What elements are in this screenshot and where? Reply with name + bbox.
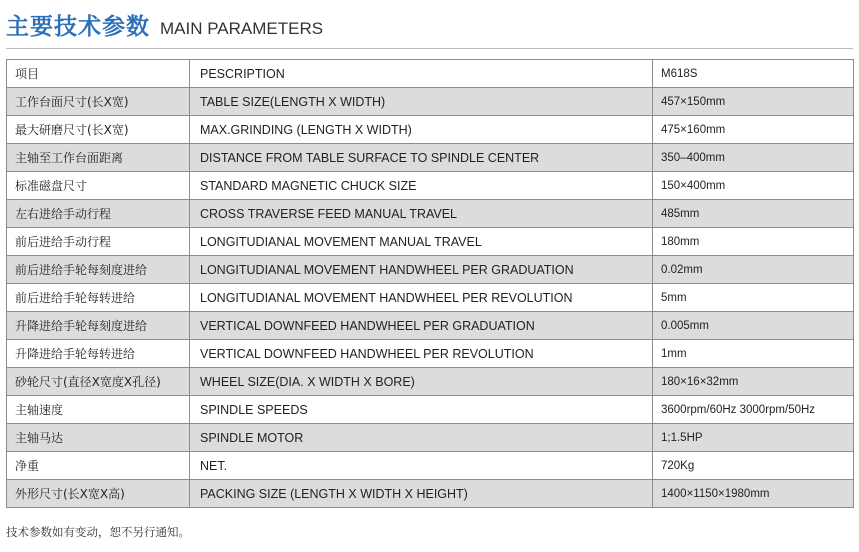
param-value: 457×150mm [653, 88, 854, 116]
param-description-en: SPINDLE SPEEDS [190, 396, 653, 424]
table-row [7, 116, 854, 144]
param-description-en: WHEEL SIZE(DIA. X WIDTH X BORE) [190, 368, 653, 396]
param-value: 180mm [653, 228, 854, 256]
page-heading [6, 8, 323, 41]
table-row [7, 200, 854, 228]
param-description-en: LONGITUDIANAL MOVEMENT HANDWHEEL PER REVOLUTION [190, 284, 653, 312]
param-name-zh: 标准磁盘尺寸 [7, 172, 190, 200]
header-item: 项目 [7, 60, 190, 88]
table-row [7, 284, 854, 312]
param-value: 350–400mm [653, 144, 854, 172]
param-name-zh: 升降进给手轮每刻度进给 [7, 312, 190, 340]
param-value: 1mm [653, 340, 854, 368]
table-row [7, 228, 854, 256]
param-value: 475×160mm [653, 116, 854, 144]
param-description-en: TABLE SIZE(LENGTH X WIDTH) [190, 88, 653, 116]
param-name-zh: 主轴马达 [7, 424, 190, 452]
table-row [7, 396, 854, 424]
param-value: 5mm [653, 284, 854, 312]
param-description-en: STANDARD MAGNETIC CHUCK SIZE [190, 172, 653, 200]
param-description-en: MAX.GRINDING (LENGTH X WIDTH) [190, 116, 653, 144]
param-value: 0.005mm [653, 312, 854, 340]
table-row [7, 340, 854, 368]
param-value: 3600rpm/60Hz 3000rpm/50Hz [653, 396, 854, 424]
table-row [7, 424, 854, 452]
param-description-en: PACKING SIZE (LENGTH X WIDTH X HEIGHT) [190, 480, 653, 508]
param-value: 180×16×32mm [653, 368, 854, 396]
param-value: 150×400mm [653, 172, 854, 200]
param-name-zh: 砂轮尺寸(直径X宽度X孔径) [7, 368, 190, 396]
param-value: 720Kg [653, 452, 854, 480]
param-name-zh: 外形尺寸(长X宽X高) [7, 480, 190, 508]
header-model: M618S [653, 60, 854, 88]
param-name-zh: 最大研磨尺寸(长X宽) [7, 116, 190, 144]
parameters-table-body [7, 60, 854, 508]
param-description-en: CROSS TRAVERSE FEED MANUAL TRAVEL [190, 200, 653, 228]
param-value: 0.02mm [653, 256, 854, 284]
parameters-table [6, 59, 854, 508]
param-value: 485mm [653, 200, 854, 228]
header-description: PESCRIPTION [190, 60, 653, 88]
table-row [7, 88, 854, 116]
table-row [7, 480, 854, 508]
param-name-zh: 前后进给手动行程 [7, 228, 190, 256]
param-description-en: NET. [190, 452, 653, 480]
param-value: 1;1.5HP [653, 424, 854, 452]
param-description-en: SPINDLE MOTOR [190, 424, 653, 452]
param-name-zh: 主轴至工作台面距离 [7, 144, 190, 172]
param-description-en: VERTICAL DOWNFEED HANDWHEEL PER GRADUATION [190, 312, 653, 340]
param-name-zh: 工作台面尺寸(长X宽) [7, 88, 190, 116]
table-row [7, 312, 854, 340]
heading-divider [6, 48, 853, 49]
table-row [7, 256, 854, 284]
param-description-en: DISTANCE FROM TABLE SURFACE TO SPINDLE CENTER [190, 144, 653, 172]
param-description-en: VERTICAL DOWNFEED HANDWHEEL PER REVOLUTION [190, 340, 653, 368]
table-row [7, 368, 854, 396]
page-title-zh: 主要技术参数 [6, 14, 150, 40]
footnote: 技术参数如有变动，恕不另行通知。 [6, 525, 190, 539]
param-name-zh: 前后进给手轮每刻度进给 [7, 256, 190, 284]
param-description-en: LONGITUDIANAL MOVEMENT MANUAL TRAVEL [190, 228, 653, 256]
page-title-en: MAIN PARAMETERS [160, 19, 324, 38]
param-value: 1400×1150×1980mm [653, 480, 854, 508]
param-name-zh: 左右进给手动行程 [7, 200, 190, 228]
param-name-zh: 升降进给手轮每转进给 [7, 340, 190, 368]
table-header-row [7, 60, 854, 88]
param-description-en: LONGITUDIANAL MOVEMENT HANDWHEEL PER GRADUATION [190, 256, 653, 284]
table-row [7, 452, 854, 480]
table-row [7, 172, 854, 200]
param-name-zh: 主轴速度 [7, 396, 190, 424]
param-name-zh: 净重 [7, 452, 190, 480]
table-row [7, 144, 854, 172]
param-name-zh: 前后进给手轮每转进给 [7, 284, 190, 312]
